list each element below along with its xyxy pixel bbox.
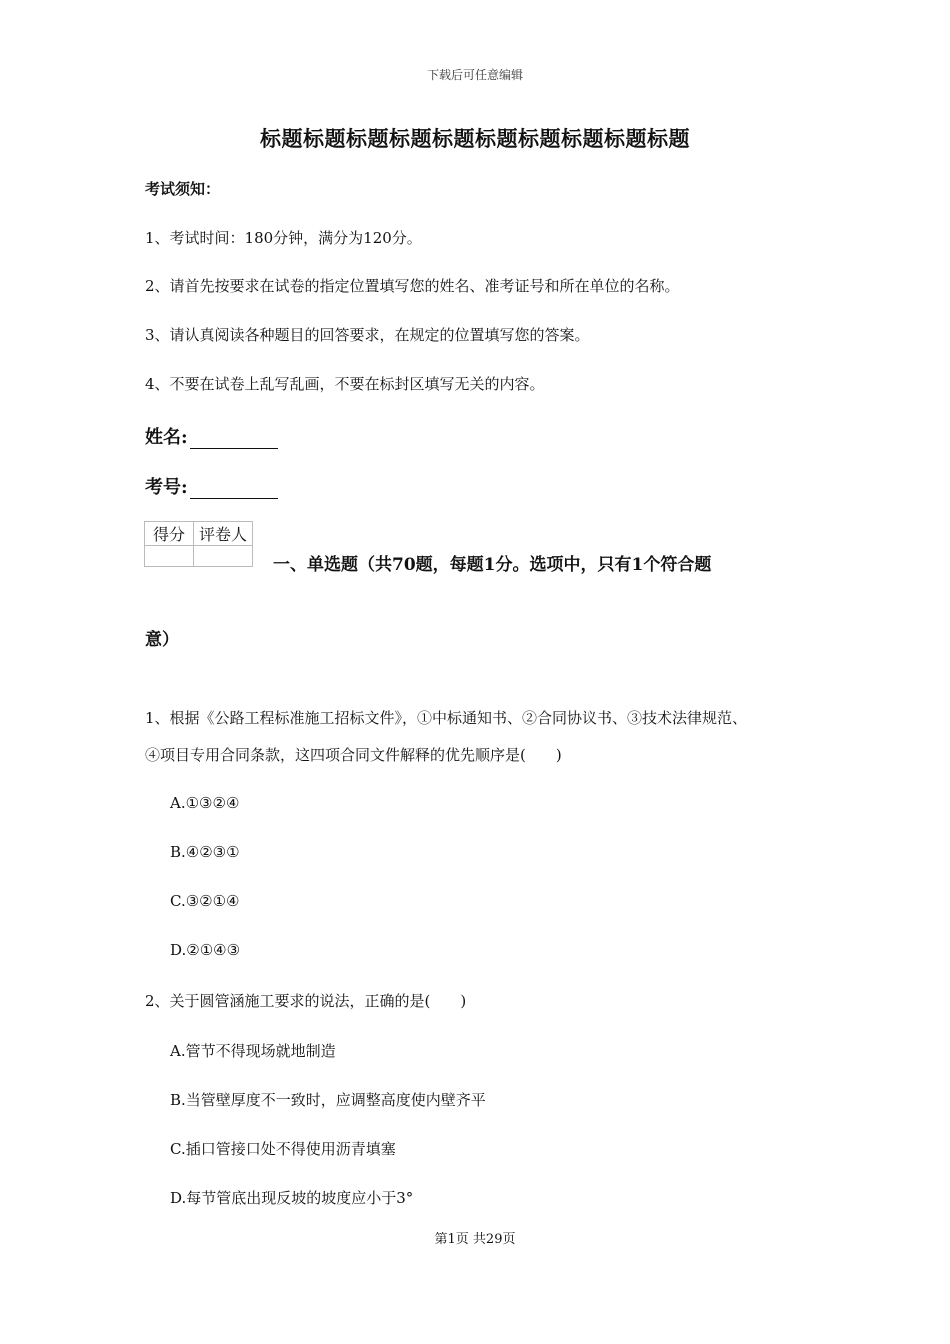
document-title: 标题标题标题标题标题标题标题标题标题标题 <box>260 126 690 151</box>
notice-item: 2、请首先按要求在试卷的指定位置填写您的姓名、准考证号和所在单位的名称。 <box>145 277 680 295</box>
name-blank[interactable] <box>190 428 278 449</box>
notice-heading: 考试须知： <box>145 180 221 198</box>
header-note: 下载后可任意编辑 <box>426 68 523 82</box>
grader-cell[interactable] <box>194 546 253 567</box>
answer-option: D.每节管底出现反坡的坡度应小于3° <box>170 1189 414 1207</box>
answer-option: A.管节不得现场就地制造 <box>170 1042 336 1060</box>
notice-item: 3、请认真阅读各种题目的回答要求，在规定的位置填写您的答案。 <box>145 326 590 344</box>
section-title-continued: 意） <box>145 630 179 650</box>
notice-item: 4、不要在试卷上乱写乱画，不要在标封区填写无关的内容。 <box>145 375 545 393</box>
answer-option: B.当管壁厚度不一致时，应调整高度使内壁齐平 <box>170 1091 486 1109</box>
answer-option: D.②①④③ <box>170 941 241 959</box>
question-text: ④项目专用合同条款，这四项合同文件解释的优先顺序是( ) <box>145 746 562 764</box>
score-header: 得分 <box>145 522 194 546</box>
grader-header: 评卷人 <box>194 522 253 546</box>
id-field <box>145 473 278 499</box>
answer-option: A.①③②④ <box>170 794 240 812</box>
question-text: 1、根据《公路工程标准施工招标文件》，①中标通知书、②合同协议书、③技术法律规范、 <box>145 709 748 727</box>
score-cell[interactable] <box>145 546 194 567</box>
id-blank[interactable] <box>190 478 278 499</box>
name-label: 姓名: <box>145 427 188 448</box>
id-label: 考号: <box>145 477 188 498</box>
page-number: 第1页 共29页 <box>434 1232 516 1247</box>
section-title: 一、单选题（共70题，每题1分。选项中，只有1个符合题 <box>273 555 712 575</box>
score-table <box>144 521 253 567</box>
name-field <box>145 423 278 449</box>
answer-option: C.插口管接口处不得使用沥青填塞 <box>170 1140 396 1158</box>
question-text: 2、关于圆管涵施工要求的说法，正确的是( ) <box>145 992 467 1010</box>
notice-item: 1、考试时间：180分钟，满分为120分。 <box>145 229 422 247</box>
answer-option: C.③②①④ <box>170 892 240 910</box>
answer-option: B.④②③① <box>170 843 240 861</box>
